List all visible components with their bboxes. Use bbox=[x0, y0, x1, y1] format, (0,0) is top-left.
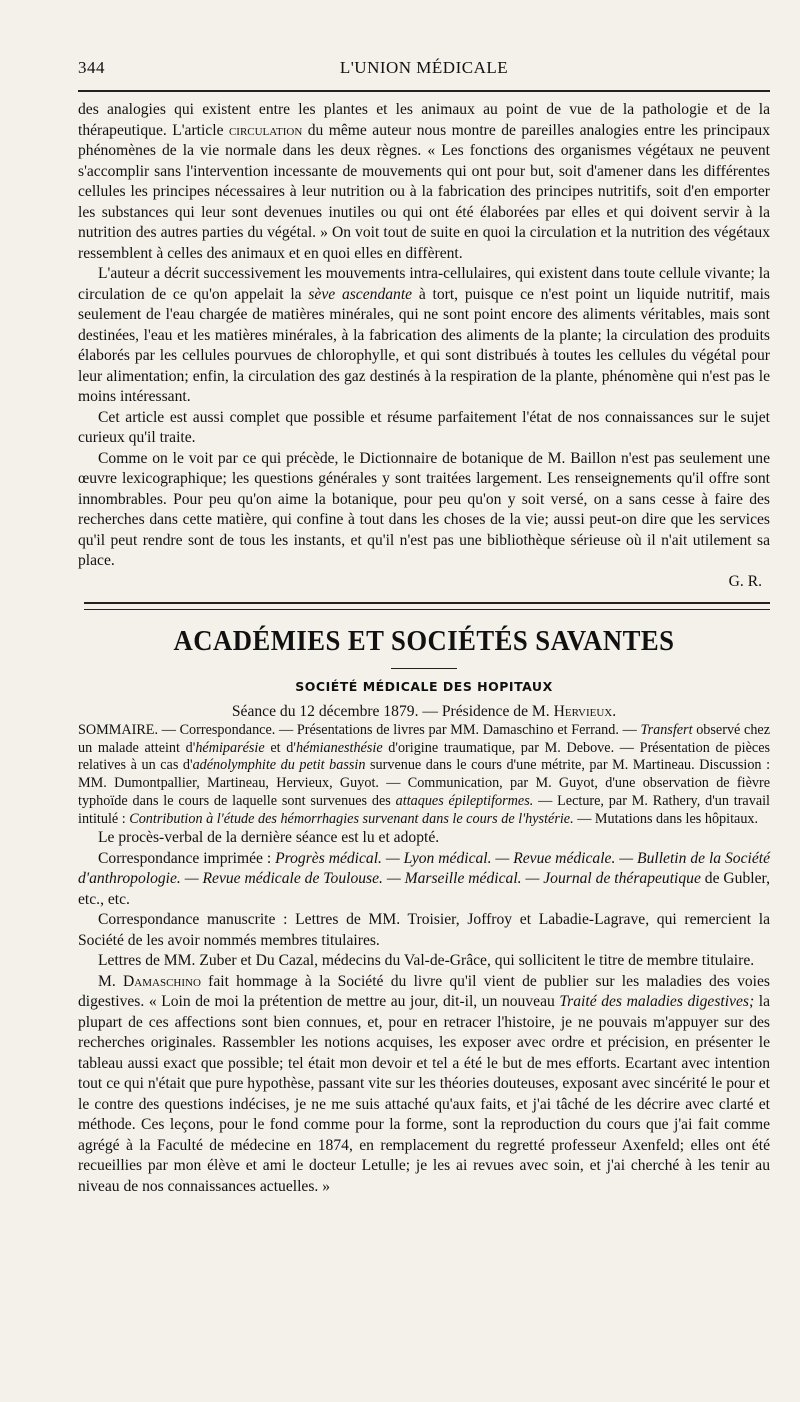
section-divider bbox=[84, 602, 770, 610]
proces-verbal: Le procès-verbal de la dernière séance est lu et adopté. bbox=[98, 829, 440, 847]
sommaire: SOMMAIRE. — Correspondance. — Présentations de livres par MM. Damaschino et Ferrand. — Transfert observé chez un malade atteint d'hémiparésie et d'hémianesthésie d'origine traumatique, par M. Debove. — Présentation de pièces relatives à un cas d'adénolymphite du petit bassin survenue dans le cours d'une métrite, par M. Martineau. Discussion : MM. Dumontpallier, Martineau, Hervieux, Guyot. — Communication, par M. Guyot, d'une observation de fièvre typhoïde dans le cours de laquelle sont survenues des attaques épileptiformes. — Lecture, par M. Rathery, d'un travail intitulé : Contribution à l'étude des hémorrhagies survenant dans le cours de l'hystérie. — Mutations dans les hôpitaux. bbox=[78, 722, 771, 827]
page-body bbox=[78, 100, 770, 1197]
section-title: ACADÉMIES ET SOCIÉTÉS SAVANTES bbox=[173, 625, 675, 657]
author-damaschino: Damaschino bbox=[123, 972, 201, 990]
society-title: SOCIÉTÉ MÉDICALE DES HOPITAUX bbox=[295, 679, 553, 694]
short-divider bbox=[391, 668, 457, 669]
correspondance-imprimee: Correspondance imprimée : Progrès médical. — Lyon médical. — Revue médicale. — Bulletin de la Société d'anthropologie. — Revue médicale de Toulouse. — Marseille médical. — Journal de thérapeutique de Gubler, etc., etc. bbox=[78, 849, 770, 908]
lettres-paragraph: Lettres de MM. Zuber et Du Cazal, médecins du Val-de-Grâce, qui sollicitent le titre de membre titulaire. bbox=[98, 952, 755, 970]
running-title: L'UNION MÉDICALE bbox=[339, 58, 509, 77]
article-name-circulation: circulation bbox=[228, 121, 303, 139]
page-number: 344 bbox=[78, 58, 105, 77]
damaschino-paragraph: M. Damaschino fait hommage à la Société du livre qu'il vient de publier sur les maladies des voies digestives. « Loin de moi la prétention de mettre au jour, dit-il, un nouveau Traité des maladies digestives; la plupart de ces affections sont bien connues, et, pour en retracer l'histoire, je ne pouvais m'appuyer sur des recherches originales. Rassembler les notions acquises, les exposer avec ordre et précision, en présenter le tableau aussi exact que possible; tel était mon devoir et tel a été le but de mes efforts. Ecartant avec intention tout ce qui n'était que pure hypothèse, passant vite sur les théories douteuses, exposant avec sincérité le pour et le contre des questions indécises, je ne me suis attaché qu'aux faits, et j'ai tâché de les décrire avec clarté et méthode. Ces leçons, pour le fond comme pour la forme, sont la reproduction du cours que j'ai fait comme agrégé à la Faculté de médecine en 1874, en remplacement du regretté professeur Axenfeld; elles ont été recueillies par mon élève et ami le docteur Letulle; je les ai revues avec soin, et j'ai cherché à les tenir au niveau de nos connaissances actuelles. » bbox=[78, 972, 770, 1195]
paragraph-author-describes: L'auteur a décrit successivement les mouvements intra-cellulaires, qui existent dans toute cellule vivante; la circulation de ce qu'on appelait la sève ascendante à tort, puisque ce n'est point un liquide nutritif, mais seulement de l'eau chargée de matières minérales, qui ne sont point encore des aliments véritables, mais sont destinées, l'eau et les matières minérales, à la fabrication des aliments de la plante; la circulation des produits élaborés par les cellules pourvues de chlorophylle, et qui sont distribués à toutes les cellules du végétal pour leur alimentation; enfin, la circulation des gaz destinés à la respiration de la plante, phénomène qui n'est pas le moins intéressant. bbox=[78, 265, 770, 405]
president-name: Hervieux. bbox=[553, 702, 617, 720]
paragraph-article-complete: Cet article est aussi complet que possible et résume parfaitement l'état de nos connaissances sur le sujet curieux qu'il traite. bbox=[78, 408, 770, 446]
page-header bbox=[78, 58, 770, 82]
seance-line: Séance du 12 décembre 1879. — Présidence de M. Hervieux. bbox=[231, 702, 617, 720]
signature: G. R. bbox=[728, 572, 762, 590]
intro-paragraph: des analogies qui existent entre les plantes et les animaux au point de vue de la pathologie et de la thérapeutique. L'article circulation du même auteur nous montre de pareilles analogies entre les principaux phénomènes de la vie normale dans les deux règnes. « Les fonctions des organismes végétaux ne peuvent s'accomplir sans l'intervention incessante de mouvements qui ont pour but, soit d'amener dans les différentes cellules les principes nécessaires à leur nutrition ou à la fabrication des principes nutritifs, soit d'en emporter les substances qui leur sont devenues inutiles ou qui ont été élaborées par elles et qui doivent servir à la nutrition des autres parties du végétal. » On voit tout de suite en quoi la circulation et la nutrition des végétaux ressemblent à celles des animaux et en quoi elles en diffèrent. bbox=[78, 101, 771, 262]
paragraph-dictionary: Comme on le voit par ce qui précède, le Dictionnaire de botanique de M. Baillon n'est pas seulement une œuvre lexicographique; les questions générales y sont traitées largement. Les renseignements qu'il offre sont innombrables. Pour peu qu'on aime la botanique, pour peu qu'on y soit versé, on a sans cesse à faire des recherches dans cette matière, qui confine à tout dans les choses de la vie; aussi peut-on dire que les services qu'il peut rendre sont de tous les instants, et qu'il n'est pas une bibliothèque sérieuse où il n'ait utilement sa place. bbox=[78, 449, 770, 569]
correspondance-manuscrite: Correspondance manuscrite : Lettres de MM. Troisier, Joffroy et Labadie-Lagrave, qui remercient la Société de les avoir nommés membres titulaires. bbox=[78, 911, 770, 949]
header-rule bbox=[78, 90, 770, 92]
